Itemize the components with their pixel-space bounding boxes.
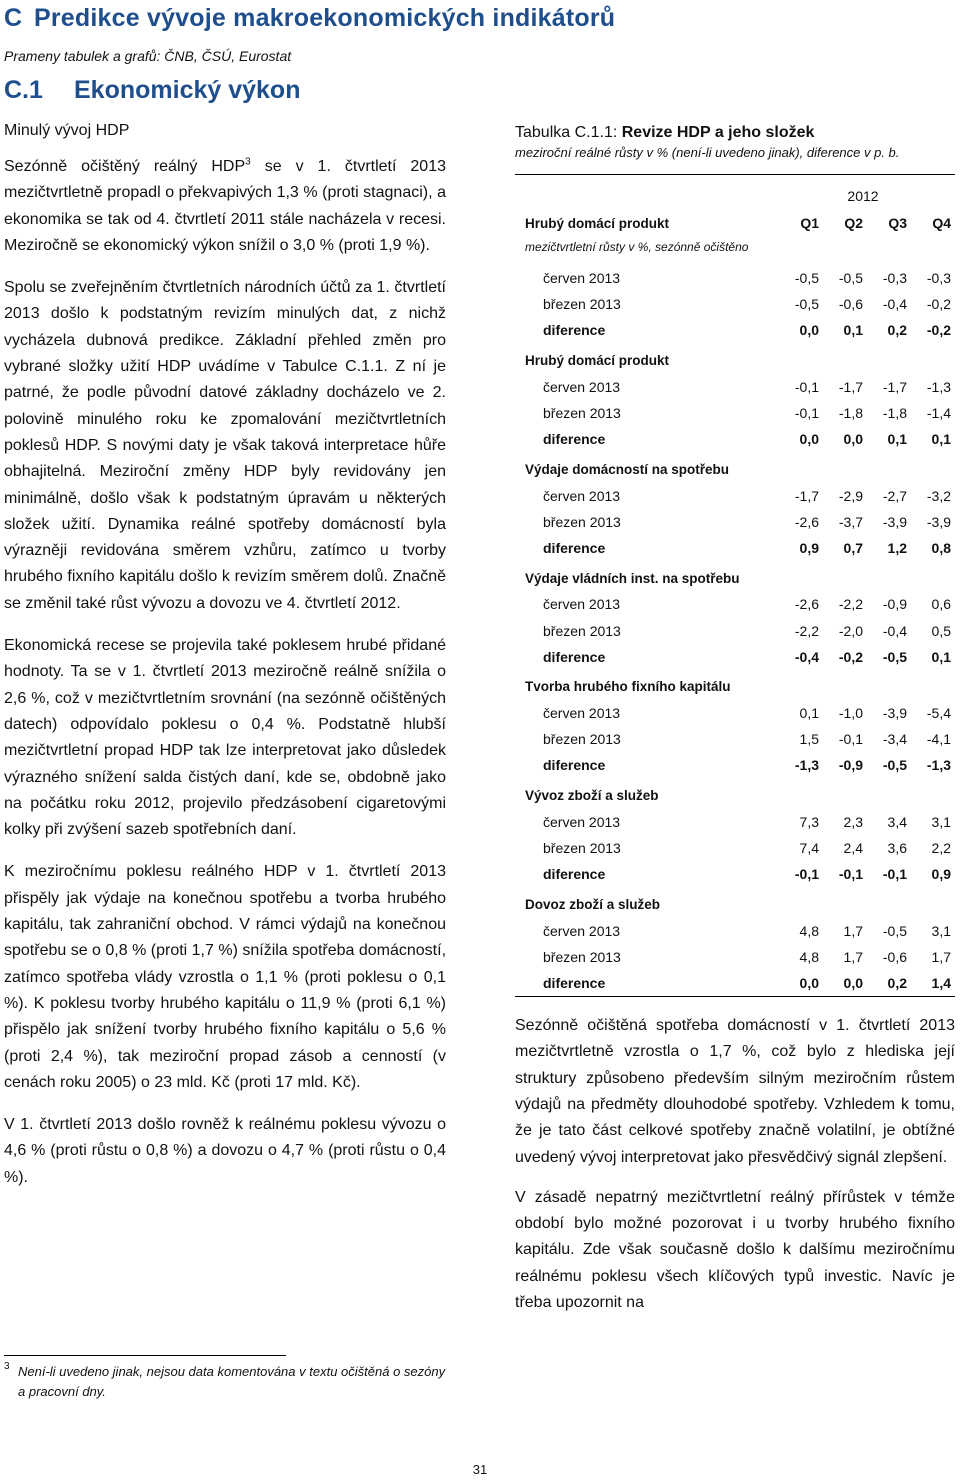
group-heading: Hrubý domácí produkt: [525, 215, 670, 231]
table-row: [515, 374, 951, 400]
table-cell: -0,5: [882, 757, 907, 774]
table-group-row: [515, 674, 951, 700]
table-cell: 1,2: [887, 539, 907, 556]
chapter-title: [4, 4, 615, 33]
row-label: červen 2013: [543, 922, 621, 939]
quarter-header: Q1: [800, 215, 819, 231]
quarter-header: Q4: [932, 215, 951, 231]
table-label: Tabulka C.1.1:: [515, 124, 622, 141]
chapter-title-text: Predikce vývoje makroekonomických indikátorů: [34, 4, 616, 32]
paragraph-fixed-capital: V zásadě nepatrný mezičtvrtletní reálný přírůstek v témže období bylo možné pozorovat i u tvorby hrubého fixního kapitálu. Zde však současně došlo k dalšímu meziročnímu reálnému poklesu všech klíčových typů investic. Navíc je třeba upozornit na: [515, 1188, 955, 1312]
table-cell: -1,8: [882, 405, 907, 422]
row-label: březen 2013: [543, 405, 621, 422]
table-row: [515, 509, 951, 535]
table-cell: -0,1: [882, 866, 907, 883]
table-cell: -0,2: [838, 648, 863, 665]
table-cell: -3,2: [926, 487, 951, 504]
table-group-row: [515, 783, 951, 809]
table-cell: -1,7: [794, 487, 819, 504]
table-cell: 0,0: [799, 431, 819, 448]
row-label: diference: [543, 648, 606, 665]
table-header-quarters: [515, 211, 951, 235]
footnote-ref[interactable]: 3: [245, 156, 251, 168]
table-cell: 3,1: [931, 813, 951, 830]
table-group-row: [515, 891, 951, 917]
subsection-heading: Minulý vývoj HDP: [4, 122, 130, 139]
table-subtitle: meziroční reálné růsty v % (není-li uvedeno jinak), diference v p. b.: [515, 145, 900, 160]
table-cell: -3,9: [882, 513, 907, 530]
row-label: březen 2013: [543, 622, 621, 639]
paragraph-trade: V 1. čtvrtletí 2013 došlo rovněž k reálnému poklesu vývozu o 4,6 % (proti růstu o 0,8 %) a dovozu o 4,7 % (proti růstu o 0,4 %).: [4, 1116, 446, 1186]
table-row: [515, 752, 951, 778]
table-cell: -5,4: [926, 705, 951, 722]
table-cell: 0,1: [931, 648, 951, 665]
table-cell: 0,8: [931, 539, 951, 556]
row-label: červen 2013: [543, 378, 621, 395]
table-cell: 1,7: [843, 922, 863, 939]
paragraph-text: se v 1. čtvrtletí 2013 mezičtvrtletně propadl o překvapivých 1,3 % (proti stagnaci), a ekonomika se tak od 4. čtvrtletí 2011 stále nacházela v recesi. Meziročně se ekonomický výkon snížil o 3,0 % (proti 1,9 %).: [4, 158, 446, 254]
table-row: [515, 483, 951, 509]
table-cell: 0,0: [799, 974, 819, 991]
table-cell: -0,1: [794, 378, 819, 395]
sources-note: Prameny tabulek a grafů: ČNB, ČSÚ, Eurostat: [4, 48, 292, 64]
table-cell: -2,9: [838, 487, 863, 504]
row-label: diference: [543, 431, 606, 448]
table-cell: -0,3: [926, 270, 951, 287]
table-cell: -0,3: [882, 270, 907, 287]
table-row: [515, 317, 951, 343]
table-cell: -1,3: [926, 378, 951, 395]
page-number: 31: [472, 1462, 488, 1477]
table-row: [515, 426, 951, 452]
table-cell: 3,4: [887, 813, 907, 830]
table-row: [515, 970, 951, 996]
table-group-row: [515, 565, 951, 591]
table-cell: -0,4: [794, 648, 819, 665]
table-cell: -1,7: [838, 378, 863, 395]
table-row: [515, 591, 951, 617]
row-label: březen 2013: [543, 840, 621, 857]
footnote-divider: [4, 1355, 286, 1356]
right-column: [515, 122, 955, 1330]
left-column: [4, 122, 446, 1207]
table-cell: -2,2: [838, 596, 863, 613]
table-cell: 4,8: [799, 922, 819, 939]
quarter-header: Q2: [844, 215, 863, 231]
table-cell: -4,1: [926, 731, 951, 748]
table-row: [515, 835, 951, 861]
table-row: [515, 809, 951, 835]
table-caption: [515, 122, 955, 144]
table-cell: -1,0: [838, 705, 863, 722]
table-row: [515, 291, 951, 317]
row-label: diference: [543, 974, 606, 991]
row-label: březen 2013: [543, 296, 621, 313]
table-cell: 7,4: [799, 840, 819, 857]
table-cell: -0,5: [794, 270, 819, 287]
table-body: [515, 265, 951, 996]
paragraph-contributions: K meziročnímu poklesu reálného HDP v 1. čtvrtletí 2013 přispěly jak výdaje na konečnou spotřebu a tvorba hrubého kapitálu, tak zahraniční obchod. V rámci výdajů na konečnou spotřebu se o 0,8 % (proti 1,7 %) snížila spotřeba domácností, zatímco spotřeba vlády vzrostla o 1,1 % (proti poklesu o 0,1 %). K poklesu tvorby hrubého kapitálu o 11,9 % (proti 6,1 %) přispělo jak snížení tvorby hrubého fixního kapitálu o 5,6 % (proti 2,4 %), tak meziroční propad zásob a cenností (v cenách roku 2005) o 23 mld. Kč (proti 17 mld. Kč).: [4, 863, 447, 1091]
table-group-row: [515, 456, 951, 482]
table-cell: 0,1: [843, 322, 863, 339]
table-cell: 2,2: [931, 840, 951, 857]
table-cell: -0,4: [882, 622, 907, 639]
footnote-text: Není-li uvedeno jinak, nejsou data komentována v textu očištěná o sezóny a pracovní dny.: [18, 1364, 446, 1399]
table-cell: -1,3: [926, 757, 951, 774]
table-cell: -0,5: [838, 270, 863, 287]
table-row: [515, 617, 951, 643]
table-cell: 7,3: [799, 813, 819, 830]
year-header: 2012: [847, 188, 879, 204]
row-label: diference: [543, 322, 606, 339]
table-row: [515, 535, 951, 561]
table-cell: -0,4: [882, 296, 907, 313]
table-cell: -0,1: [838, 731, 863, 748]
group-heading: Tvorba hrubého fixního kapitálu: [525, 679, 731, 695]
table-cell: 0,9: [799, 539, 819, 556]
table-cell: -1,3: [794, 757, 819, 774]
right-text: [515, 1013, 955, 1316]
row-label: březen 2013: [543, 731, 621, 748]
section-number: C.1: [4, 76, 43, 104]
paragraph-text: Sezónně očištěný reálný HDP: [4, 158, 246, 175]
table-group-row: [515, 348, 951, 374]
section-title-text: Ekonomický výkon: [74, 76, 301, 104]
table-cell: -0,5: [794, 296, 819, 313]
table-cell: 1,4: [931, 974, 951, 991]
table-cell: 1,7: [843, 948, 863, 965]
section-title: [4, 76, 300, 105]
chapter-number: C: [4, 4, 23, 32]
table-cell: -3,4: [882, 731, 907, 748]
table-cell: 2,3: [843, 813, 863, 830]
table-cell: -0,5: [882, 922, 907, 939]
table-title: Revize HDP a jeho složek: [621, 124, 815, 141]
row-label: březen 2013: [543, 948, 621, 965]
row-label: červen 2013: [543, 596, 621, 613]
table-cell: -2,6: [794, 513, 819, 530]
row-label: diference: [543, 539, 606, 556]
row-label: červen 2013: [543, 487, 621, 504]
group-heading: Hrubý domácí produkt: [525, 353, 670, 369]
table-cell: 0,0: [843, 431, 863, 448]
row-label: diference: [543, 866, 606, 883]
table-cell: -0,2: [926, 322, 951, 339]
table-row: [515, 726, 951, 752]
table-cell: 0,2: [887, 322, 907, 339]
table-cell: -0,1: [838, 866, 863, 883]
table-cell: -0,6: [882, 948, 907, 965]
group-note-text: mezičtvrtletní růsty v %, sezónně očištěno: [525, 240, 749, 254]
table-row: [515, 861, 951, 887]
table-cell: -1,4: [926, 405, 951, 422]
table-cell: 3,1: [931, 922, 951, 939]
table-cell: 1,5: [799, 731, 819, 748]
table-cell: -3,9: [926, 513, 951, 530]
table-cell: -2,0: [838, 622, 863, 639]
table-cell: 0,2: [887, 974, 907, 991]
row-label: březen 2013: [543, 513, 621, 530]
group-heading: Výdaje domácností na spotřebu: [525, 461, 730, 477]
footnote: [4, 1362, 446, 1402]
table-cell: 3,6: [887, 840, 907, 857]
table-cell: -0,9: [838, 757, 863, 774]
revision-table: [515, 174, 955, 997]
paragraph-revisions: Spolu se zveřejněním čtvrtletních národních účtů za 1. čtvrtletí 2013 došlo k podstatným revizím minulých dat, z nichž vycházela dubnová predikce. Základní přehled změn pro vybrané složky užití HDP uvádíme v Tabulce C.1.1. Z ní je patrné, že podle původní datové základny docházelo ve 2. polovině minulého roku ke zpomalování mezičtvrtletních poklesů HDP. S novými daty je však taková interpretace hůře obhajitelná. Meziroční změny HDP byly revidovány jen minimálně, došlo však k podstatným úpravám u některých složek užití. Dynamika reálné spotřeby domácností byla výrazněji revidována směrem vzhůru, zatímco u tvorby hrubého fixního kapitálu došlo k revizím směrem dolů. Značně se změnil také růst vývozu a dovozu ve 4. čtvrtletí 2012.: [4, 279, 446, 612]
table-cell: -0,2: [926, 296, 951, 313]
table-cell: 0,6: [931, 596, 951, 613]
quarter-header: Q3: [888, 215, 907, 231]
table-cell: 4,8: [799, 948, 819, 965]
table-cell: 0,0: [843, 974, 863, 991]
group-heading: Dovoz zboží a služeb: [525, 896, 661, 912]
table-cell: 2,4: [843, 840, 863, 857]
table-cell: -1,7: [882, 378, 907, 395]
table-cell: 0,1: [931, 431, 951, 448]
table-cell: -3,7: [838, 513, 863, 530]
table-row: [515, 944, 951, 970]
table-row: [515, 400, 951, 426]
paragraph-household-consumption: Sezónně očištěná spotřeba domácností v 1. čtvrtletí 2013 mezičtvrtletně vzrostla o 1,7 %, což bylo z hlediska její struktury způsobeno především silným meziročním růstem výdajů na předměty dlouhodobé spotřeby. Vzhledem k tomu, že je tato část celkové spotřeby značně volatilní, je obtížné uvedený vývoj interpretovat jako přesvědčivý signál zlepšení.: [515, 1017, 955, 1166]
table-cell: -1,8: [838, 405, 863, 422]
table-cell: 0,1: [887, 431, 907, 448]
table-row: [515, 265, 951, 291]
table-cell: 0,5: [931, 622, 951, 639]
table-cell: 0,7: [843, 539, 863, 556]
table-cell: -0,1: [794, 866, 819, 883]
table-cell: 0,1: [799, 705, 819, 722]
paragraph-value-added: Ekonomická recese se projevila také poklesem hrubé přidané hodnoty. Ta se v 1. čtvrtletí 2013 meziročně reálně snížila o 2,6 %, což v mezičtvrtletním srovnání (na sezónně očištěných datech) odpovídalo poklesu o 0,4 %. Podstatně hlubší mezičtvrtletní propad HDP tak lze interpretovat jako důsledek výrazného snížení salda čistých daní, kde se, obdobně jako na počátku roku 2012, projevilo předzásobení cigaretovými kolky při zvýšení sazeb spotřebních daní.: [4, 637, 446, 839]
row-label: diference: [543, 757, 606, 774]
table-cell: -0,6: [838, 296, 863, 313]
table-cell: -0,1: [794, 405, 819, 422]
table-cell: -0,5: [882, 648, 907, 665]
table-row: [515, 700, 951, 726]
table-row: [515, 918, 951, 944]
group-note: [515, 235, 951, 259]
table-cell: 0,9: [931, 866, 951, 883]
table-row: [515, 644, 951, 670]
table-cell: -3,9: [882, 705, 907, 722]
row-label: červen 2013: [543, 270, 621, 287]
table-cell: -0,9: [882, 596, 907, 613]
table-cell: -2,6: [794, 596, 819, 613]
table-cell: 0,0: [799, 322, 819, 339]
table-cell: -2,7: [882, 487, 907, 504]
row-label: červen 2013: [543, 705, 621, 722]
table-cell: -2,2: [794, 622, 819, 639]
table-header-year: [515, 181, 951, 211]
group-heading: Vývoz zboží a služeb: [525, 788, 659, 804]
row-label: červen 2013: [543, 813, 621, 830]
table-cell: 1,7: [931, 948, 951, 965]
footnote-number: 3: [4, 1361, 10, 1372]
group-heading: Výdaje vládních inst. na spotřebu: [525, 570, 740, 586]
paragraph-gdp-intro: [4, 154, 446, 259]
